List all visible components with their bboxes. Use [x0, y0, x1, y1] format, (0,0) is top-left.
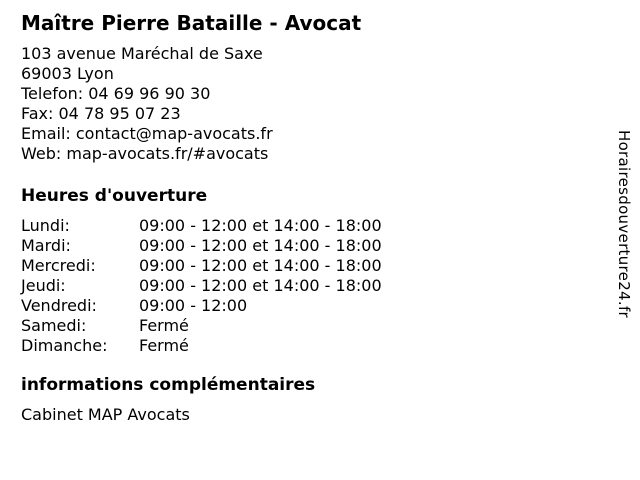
opening-hours-row-tuesday — [21, 236, 600, 256]
additional-info-heading: informations complémentaires — [21, 375, 316, 395]
web-label: Web: — [21, 144, 62, 163]
email-line — [21, 124, 600, 144]
day-label: Mercredi: — [21, 256, 96, 275]
day-label: Lundi: — [21, 216, 70, 235]
web-line — [21, 144, 600, 164]
opening-hours-row-saturday — [21, 316, 600, 336]
opening-hours-row-wednesday — [21, 256, 600, 276]
contact-block — [21, 44, 600, 164]
email-value: contact@map-avocats.fr — [75, 124, 273, 143]
fax-line — [21, 104, 600, 124]
day-label: Jeudi: — [21, 276, 66, 295]
day-hours: 09:00 - 12:00 et 14:00 - 18:00 — [139, 276, 382, 295]
opening-hours-table — [21, 216, 600, 356]
day-hours: Fermé — [139, 336, 189, 355]
address-line-2: 69003 Lyon — [21, 64, 114, 83]
day-hours: 09:00 - 12:00 et 14:00 - 18:00 — [139, 256, 382, 275]
opening-hours-row-sunday — [21, 336, 600, 356]
page-title: Maître Pierre Bataille - Avocat — [21, 11, 362, 35]
phone-value: 04 69 96 90 30 — [88, 84, 211, 103]
web-value: map-avocats.fr/#avocats — [66, 144, 269, 163]
additional-info-text: Cabinet MAP Avocats — [21, 405, 190, 424]
day-hours: Fermé — [139, 316, 189, 335]
site-branding-vertical: Horairesdouverture24.fr — [615, 130, 633, 318]
phone-line — [21, 84, 600, 104]
opening-hours-row-friday — [21, 296, 600, 316]
day-label: Samedi: — [21, 316, 87, 335]
phone-label: Telefon: — [21, 84, 84, 103]
day-hours: 09:00 - 12:00 — [139, 296, 248, 315]
opening-hours-row-monday — [21, 216, 600, 236]
fax-label: Fax: — [21, 104, 54, 123]
day-hours: 09:00 - 12:00 et 14:00 - 18:00 — [139, 236, 382, 255]
day-label: Mardi: — [21, 236, 71, 255]
day-hours: 09:00 - 12:00 et 14:00 - 18:00 — [139, 216, 382, 235]
opening-hours-heading: Heures d'ouverture — [21, 186, 208, 206]
opening-hours-row-thursday — [21, 276, 600, 296]
day-label: Dimanche: — [21, 336, 108, 355]
email-label: Email: — [21, 124, 71, 143]
day-label: Vendredi: — [21, 296, 97, 315]
fax-value: 04 78 95 07 23 — [58, 104, 181, 123]
address-line-1: 103 avenue Maréchal de Saxe — [21, 44, 263, 63]
